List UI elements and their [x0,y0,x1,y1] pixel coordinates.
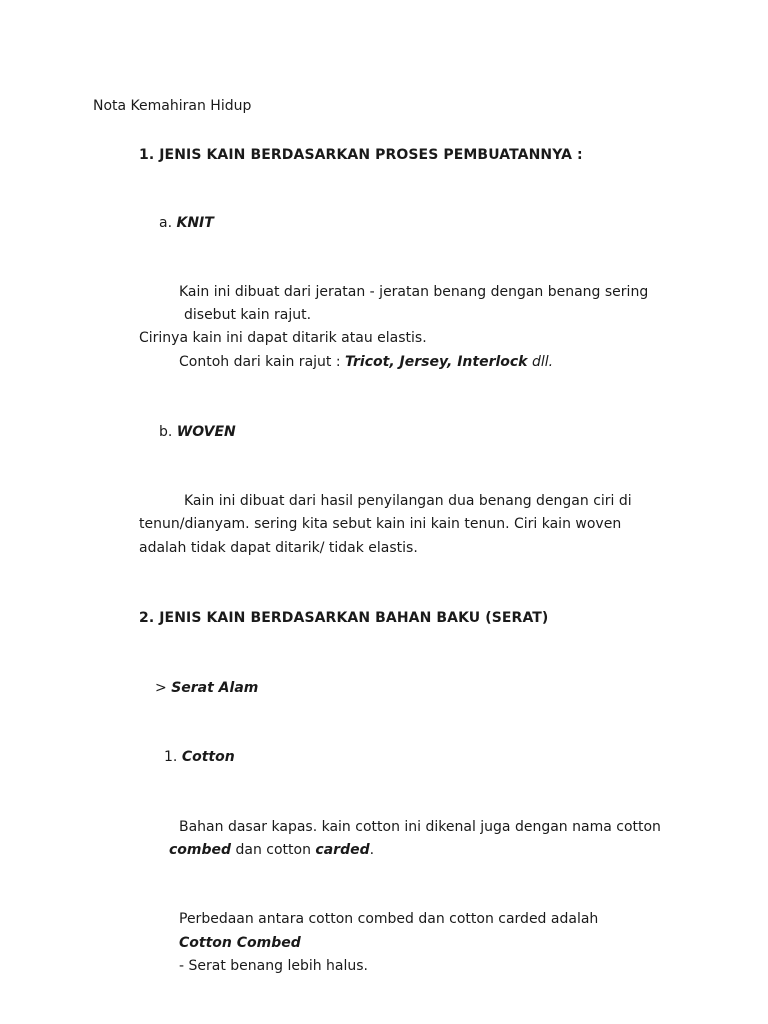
knit-examples-prefix: Contoh dari kain rajut : [179,354,341,370]
cotton-combed-term: combed [169,842,232,858]
cotton-line-2 [169,839,374,862]
serat-alam-name: Serat Alam [171,680,259,696]
cotton-name: Cotton [181,749,235,765]
item-b-marker: b. [159,424,173,440]
knit-line-2: disebut kain rajut. [184,307,312,323]
knit-line-3: Cirinya kain ini dapat ditarik atau elastis. [139,330,427,346]
item-a-heading [159,212,214,235]
serat-alam-heading [155,677,258,700]
item-b-heading [159,421,236,444]
woven-line-2: tenun/dianyam. sering kita sebut kain ini kain tenun. Ciri kain woven [139,516,622,532]
knit-line-1: Kain ini dibuat dari jeratan - jeratan benang dengan benang sering [179,284,649,300]
document-title: Nota Kemahiran Hidup [93,98,252,114]
cotton-line-2-end: . [369,842,375,858]
item-a-marker: a. [159,215,173,231]
woven-line-1: Kain ini dibuat dari hasil penyilangan dua benang dengan ciri di [184,493,632,509]
cotton-line-5: - Serat benang lebih halus. [179,958,368,974]
cotton-marker: 1. [164,749,178,765]
item-b-name: WOVEN [176,424,236,440]
cotton-line-1: Bahan dasar kapas. kain cotton ini dikenal juga dengan nama cotton [179,819,661,835]
woven-line-3: adalah tidak dapat ditarik/ tidak elastis. [139,540,418,556]
knit-line-4 [179,351,553,374]
cotton-carded-term: carded [315,842,370,858]
knit-examples-suffix: dll. [531,354,554,370]
cotton-combed-subheading: Cotton Combed [179,935,301,951]
section-2-heading: 2. JENIS KAIN BERDASARKAN BAHAN BAKU (SERAT) [139,610,549,626]
item-a-name: KNIT [176,215,214,231]
cotton-heading [164,746,235,769]
section-1-heading: 1. JENIS KAIN BERDASARKAN PROSES PEMBUATANNYA : [139,147,583,163]
cotton-line-2-mid: dan cotton [235,842,311,858]
knit-examples: Tricot, Jersey, Interlock [345,354,528,370]
serat-alam-marker: > [155,680,167,696]
cotton-line-3: Perbedaan antara cotton combed dan cotton carded adalah [179,911,599,927]
